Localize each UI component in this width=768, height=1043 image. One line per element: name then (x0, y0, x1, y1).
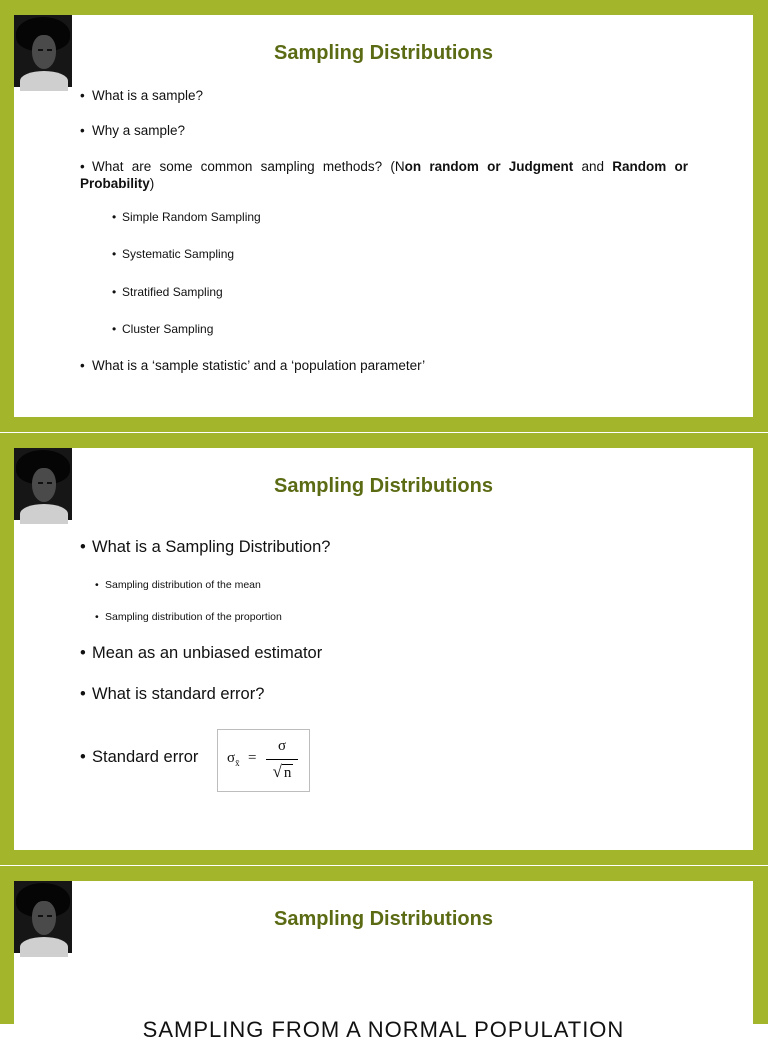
slide-3 (14, 881, 753, 1042)
sub-bullet-item: • Simple Random Sampling (112, 210, 261, 224)
bullet-text: and (573, 159, 613, 174)
bullet-text: What is a Sampling Distribution? (92, 538, 331, 556)
bullet-item: • Standard error (80, 748, 199, 766)
bullet-item: • What is a Sampling Distribution? (80, 538, 331, 556)
sub-bullet-item: • Sampling distribution of the mean (95, 579, 261, 591)
slide-title: Sampling Distributions (274, 908, 493, 930)
bullet-text: What is standard error? (92, 685, 265, 703)
bold-term: on random or Judgment (404, 159, 574, 174)
bold-term: Random or Probability (80, 159, 688, 191)
bullet-text: ) (149, 176, 155, 191)
slide-2 (14, 448, 753, 850)
bullet-item: • Why a sample? (80, 123, 186, 138)
formula-equals: = (248, 750, 257, 766)
slide-title: Sampling Distributions (274, 475, 493, 497)
formula-lhs: $\sigma_{x̄}$ (227, 750, 240, 768)
bullet-item: • What is a ‘sample statistic’ and a ‘population parameter’ (80, 358, 426, 373)
bullet-item: • Mean as an unbiased estimator (80, 644, 323, 662)
bullet-item: • What are some common sampling methods? (Non random or Judgment and Random or Probability) (80, 159, 688, 191)
section-heading: SAMPLING FROM A NORMAL POPULATION (142, 1017, 625, 1042)
sub-bullet-text: Sampling distribution of the mean (105, 579, 261, 591)
sub-bullet-text: Cluster Sampling (122, 322, 214, 336)
bullet-text: What are some common sampling methods? (N (92, 159, 405, 174)
bullet-item: • What is standard error? (80, 685, 265, 703)
sub-bullet-item: • Systematic Sampling (112, 247, 235, 261)
sub-bullet-text: Stratified Sampling (122, 285, 223, 299)
slide-1 (14, 15, 753, 417)
formula-denominator: √ n (272, 762, 292, 781)
standard-error-formula (217, 729, 310, 792)
sub-bullet-item: • Sampling distribution of the proportion (95, 611, 282, 623)
bullet-text: What is a sample? (92, 88, 204, 103)
sub-bullet-text: Simple Random Sampling (122, 210, 261, 224)
sub-bullet-text: Sampling distribution of the proportion (105, 611, 282, 623)
fraction-bar (266, 759, 298, 760)
slide-title: Sampling Distributions (274, 42, 493, 64)
sqrt-icon: √ (272, 762, 282, 781)
sub-bullet-item: • Cluster Sampling (112, 322, 214, 336)
bullet-text: Mean as an unbiased estimator (92, 644, 323, 662)
bullet-text: Why a sample? (92, 123, 186, 138)
sub-bullet-text: Systematic Sampling (122, 247, 235, 261)
formula-numerator: σ (277, 738, 287, 754)
sub-bullet-item: • Stratified Sampling (112, 285, 223, 299)
bullet-item: • What is a sample? (80, 88, 204, 103)
bullet-text: Standard error (92, 748, 199, 766)
bullet-text: What is a ‘sample statistic’ and a ‘population parameter’ (92, 358, 426, 373)
